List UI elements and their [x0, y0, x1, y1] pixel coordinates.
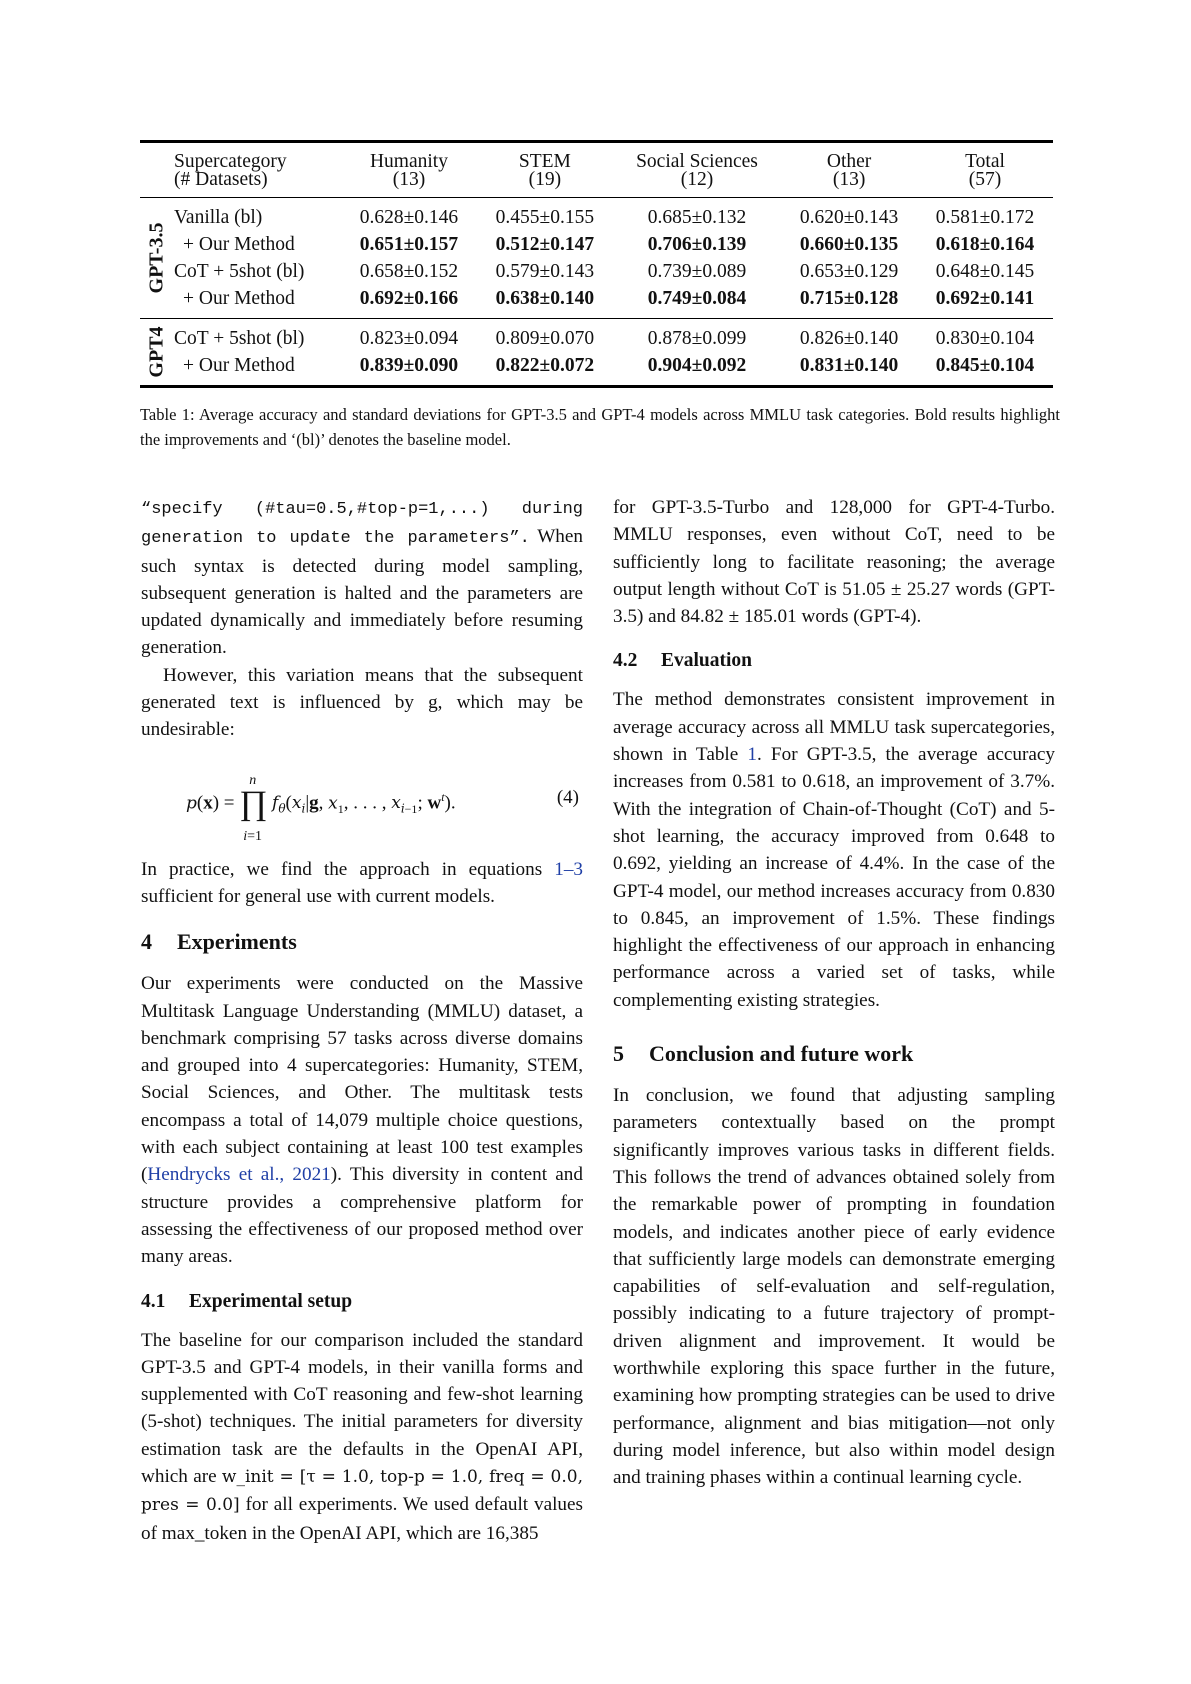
value-cell: 0.692±0.141: [935, 288, 1035, 309]
section-title: Evaluation: [661, 650, 753, 672]
model-group-cell: [140, 319, 174, 387]
table-header-cell: STEM: [518, 151, 571, 172]
paragraph-text: The baseline for our comparison included the standard GPT-3.5 and GPT-4 models, in their vanilla forms and supplemented with CoT reasoning and few-shot learning (5-shot) techniques. The initial parameters for diversity estimation task are the defaults in the OpenAI API, which are: [141, 1329, 583, 1488]
value-cell: 0.651±0.157: [359, 234, 459, 255]
value-cell: 0.658±0.152: [359, 261, 459, 282]
section-title: Experimental setup: [189, 1290, 353, 1312]
value-cell: 0.579±0.143: [495, 261, 595, 282]
paragraph: [141, 1327, 583, 1547]
right-column: [613, 494, 1055, 1492]
value-cell: 0.512±0.147: [495, 234, 595, 255]
paragraph: [141, 494, 583, 662]
section-number: 5: [613, 1041, 624, 1067]
table-row: [140, 285, 1053, 319]
subsection-heading: [141, 1289, 583, 1315]
value-cell: 0.628±0.146: [359, 207, 459, 228]
value-cell: 0.620±0.143: [799, 207, 899, 228]
paragraph: [141, 970, 583, 1270]
paragraph: [613, 686, 1055, 1014]
value-cell: 0.830±0.104: [935, 328, 1035, 349]
paragraph-text: The method demonstrates consistent improvement in average accuracy across all MMLU task supercategories, shown in Table: [613, 689, 1055, 766]
model-group-label: GPT4: [145, 326, 168, 378]
table-row: [140, 352, 1053, 387]
value-cell: 0.715±0.128: [799, 288, 899, 309]
table-caption-text: Table 1: Average accuracy and standard deviations for GPT-3.5 and GPT-4 models across MMLU task categories. Bold results highlight the improvements and ‘(bl)’ denotes the baseline model.: [140, 405, 1060, 449]
section-number: 4.2: [613, 650, 638, 672]
table-header-row: [140, 142, 1053, 172]
code-snippet: “specify (#tau=0.5,#top-p=1,...) during generation to update the parameters”.: [141, 500, 583, 549]
value-cell: 0.845±0.104: [935, 355, 1035, 376]
paragraph-text: sufficient for general use with current models.: [141, 885, 495, 907]
method-cell: + Our Method: [183, 234, 295, 255]
table-caption: [140, 402, 1060, 452]
paragraph: In conclusion, we found that adjusting sampling parameters contextually based on the prompt significantly improves various tasks in different fields. This follows the trend of advances obtained solely from the remarkable power of prompting in foundation models, and indicates another piece of early evidence that sufficiently large models can demonstrate emerging capabilities of self-evaluation and self-regulation, possibly indicating to a future trajectory of prompt-driven alignment and improvement. It would be worthwhile exploring this space further in the future, examining how prompting strategies can be used to drive performance, alignment and bias mitigation—not only during model inference, but also within model design and training phases within a continual learning cycle.: [613, 1085, 1055, 1489]
value-cell: 0.822±0.072: [495, 355, 595, 376]
paragraph: [141, 856, 583, 911]
results-table-grid: [140, 140, 1053, 388]
value-cell: 0.878±0.099: [647, 328, 747, 349]
value-cell: 0.692±0.166: [359, 288, 459, 309]
section-heading: [613, 1040, 1055, 1068]
value-cell: 0.648±0.145: [935, 261, 1035, 282]
value-cell: 0.660±0.135: [799, 234, 899, 255]
table-header-cell: Supercategory: [174, 151, 287, 172]
table-header-cell: Humanity: [369, 151, 448, 172]
equation-4: [141, 758, 583, 844]
value-cell: 0.685±0.132: [647, 207, 747, 228]
section-heading: [141, 928, 583, 956]
paragraph: for GPT-3.5-Turbo and 128,000 for GPT-4-Turbo. MMLU responses, even without CoT, need to be sufficiently long to facilitate reasoning; the average output length without CoT is 51.05 ± 25.27 words (GPT-3.5) and 84.82 ± 185.01 words (GPT-4).: [613, 497, 1055, 628]
section-number: 4.1: [141, 1290, 166, 1312]
section-number: 4: [141, 929, 152, 955]
value-cell: 0.618±0.164: [935, 234, 1035, 255]
section-title: Experiments: [177, 929, 297, 955]
equation-number: (4): [556, 786, 579, 808]
paragraph-text: for all experiments. We used default values of max_token in the OpenAI API, which are 16,385: [141, 1494, 584, 1544]
paragraph-text: . For GPT-3.5, the average accuracy increases from 0.581 to 0.618, an improvement of 3.7%. With the integration of Chain-of-Thought (CoT) and 5-shot learning, the accuracy improved from 0.648 to 0.692, yielding an increase of 4.4%. In the case of the GPT-4 model, our method increases accuracy from 0.830 to 0.845, an improvement of 1.5%. These findings highlight the effectiveness of our approach in enhancing performance across a varied set of tasks, while complementing existing strategies.: [613, 744, 1055, 1011]
citation-link[interactable]: Hendrycks et al., 2021: [147, 1164, 331, 1186]
section-title: Conclusion and future work: [649, 1041, 914, 1067]
equation-body: p(x) = ∏ n i=1 $f_\theta(x_i|g$, $x_1$, . . . , $x_{i-1}$; $w^t$).: [186, 773, 456, 844]
paragraph-text: When such syntax is detected during model sampling, subsequent generation is halted and the parameters are updated dynamically and immediately before resuming generation.: [141, 526, 584, 659]
table-row: [140, 258, 1053, 285]
paragraph-text: In practice, we find the approach in equations: [141, 858, 555, 880]
table-header-cell: (# Datasets): [174, 169, 268, 190]
table-header-cell: Other: [826, 151, 872, 172]
method-cell: + Our Method: [183, 355, 295, 376]
table-row: [140, 231, 1053, 258]
method-cell: CoT + 5shot (bl): [174, 261, 305, 282]
table-header-cell: (12): [680, 169, 714, 190]
value-cell: 0.739±0.089: [647, 261, 747, 282]
table-header-cell: Total: [965, 151, 1005, 172]
table-row: [140, 319, 1053, 353]
method-cell: Vanilla (bl): [174, 207, 263, 228]
table-header-row: [140, 171, 1053, 198]
value-cell: 0.638±0.140: [495, 288, 595, 309]
value-cell: 0.826±0.140: [799, 328, 899, 349]
paragraph-text: ). This diversity in content and structure provides a comprehensive platform for assessing the effectiveness of our proposed method over many areas.: [141, 1164, 583, 1268]
value-cell: 0.455±0.155: [495, 207, 595, 228]
method-cell: + Our Method: [183, 288, 295, 309]
table-header-cell: (13): [832, 169, 866, 190]
value-cell: 0.581±0.172: [935, 207, 1035, 228]
value-cell: 0.839±0.090: [359, 355, 459, 376]
table-header-cell: (57): [968, 169, 1002, 190]
inline-math: w_init = [τ = 1.0, top-p = 1.0, freq = 0.0, pres = 0.0]: [141, 1467, 583, 1516]
model-group-label: GPT-3.5: [145, 222, 168, 294]
table-header-cell: (13): [392, 169, 426, 190]
table-ref-link[interactable]: 1: [747, 744, 757, 766]
paragraph: However, this variation means that the subsequent generated text is influenced by g, which may be undesirable:: [141, 664, 583, 741]
paragraph-text: Our experiments were conducted on the Massive Multitask Language Understanding (MMLU) dataset, a benchmark comprising 57 tasks across diverse domains and grouped into 4 supercategories: Humanity, STEM, Social Sciences, and Other. The multitask tests encompass a total of 14,079 multiple choice questions, with each subject containing at least 100 test examples (: [141, 973, 583, 1186]
method-cell: CoT + 5shot (bl): [174, 328, 305, 349]
left-column: [141, 494, 583, 1547]
table-header-cell: Social Sciences: [636, 151, 758, 172]
value-cell: 0.823±0.094: [359, 328, 459, 349]
subsection-heading: [613, 648, 1055, 674]
value-cell: 0.749±0.084: [647, 288, 747, 309]
results-table: [140, 140, 1053, 388]
value-cell: 0.809±0.070: [495, 328, 595, 349]
table-header-cell: (19): [528, 169, 562, 190]
value-cell: 0.653±0.129: [799, 261, 899, 282]
table-row: [140, 198, 1053, 232]
equation-ref-link[interactable]: 1–3: [554, 858, 583, 880]
model-group-cell: [140, 198, 174, 319]
value-cell: 0.831±0.140: [799, 355, 899, 376]
value-cell: 0.904±0.092: [647, 355, 747, 376]
value-cell: 0.706±0.139: [647, 234, 747, 255]
